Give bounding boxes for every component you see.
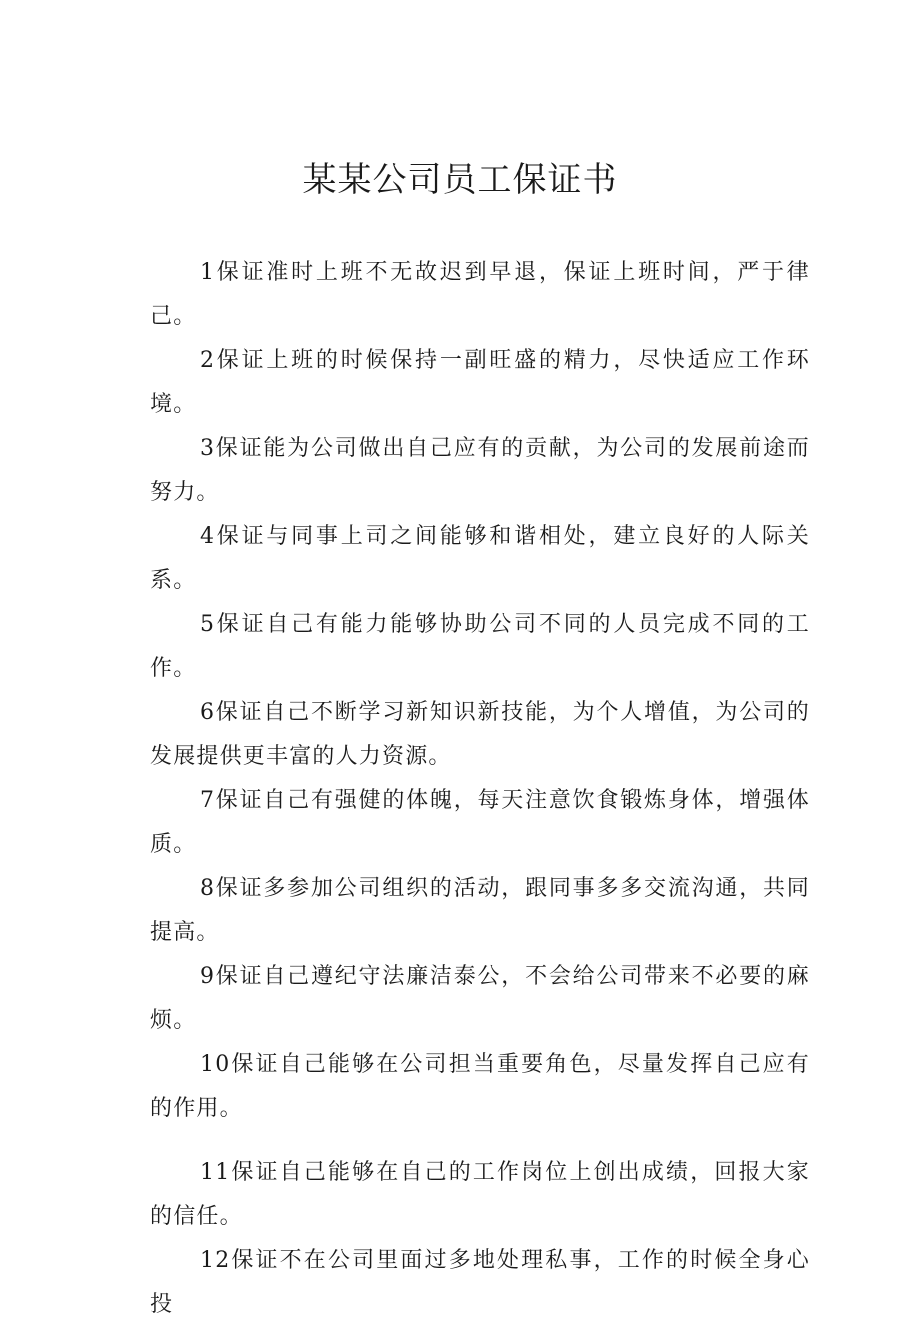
clause-9: 9保证自己遵纪守法廉洁泰公，不会给公司带来不必要的麻烦。	[150, 964, 810, 1033]
clause-2: 2保证上班的时候保持一副旺盛的精力，尽快适应工作环境。	[150, 348, 810, 417]
document-title: 某某公司员工保证书	[302, 160, 618, 200]
clause-6: 6保证自己不断学习新知识新技能，为个人增值，为公司的发展提供更丰富的人力资源。	[150, 700, 810, 769]
clause-1: 1保证准时上班不无故迟到早退，保证上班时间，严于律己。	[150, 260, 810, 329]
document-body	[150, 251, 810, 1327]
clause-10: 10保证自己能够在公司担当重要角色，尽量发挥自己应有的作用。	[150, 1052, 810, 1121]
clause-12: 12保证不在公司里面过多地处理私事，工作的时候全身心投	[150, 1248, 810, 1317]
clause-8: 8保证多参加公司组织的活动，跟同事多多交流沟通，共同提高。	[150, 876, 810, 945]
clause-4: 4保证与同事上司之间能够和谐相处，建立良好的人际关系。	[150, 524, 810, 593]
clause-11: 11保证自己能够在自己的工作岗位上创出成绩，回报大家的信任。	[150, 1160, 810, 1229]
clause-5: 5保证自己有能力能够协助公司不同的人员完成不同的工作。	[150, 612, 810, 681]
clause-7: 7保证自己有强健的体魄，每天注意饮食锻炼身体，增强体质。	[150, 788, 810, 857]
clause-3: 3保证能为公司做出自己应有的贡献，为公司的发展前途而努力。	[150, 436, 810, 505]
